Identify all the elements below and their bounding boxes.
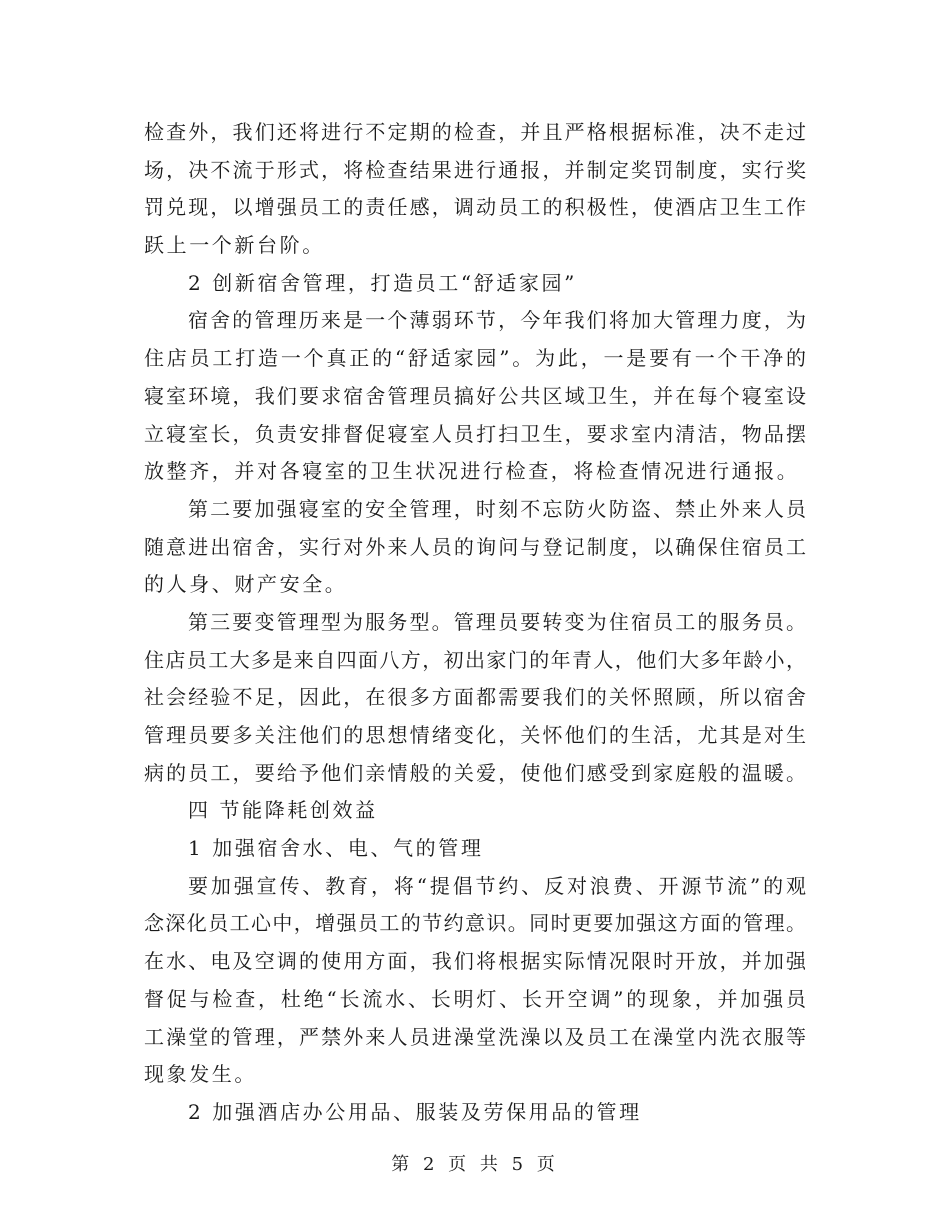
text-line: 管理员要多关注他们的思想情绪变化，关怀他们的生活，尤其是对生 bbox=[144, 723, 806, 747]
text-line: 随意进出宿舍，实行对外来人员的询问与登记制度，以确保住宿员工 bbox=[144, 534, 806, 559]
text-line: 1 加强宿舍水、电、气的管理 bbox=[188, 836, 484, 861]
text-line: 社会经验不足，因此，在很多方面都需要我们的关怀照顾，所以宿舍 bbox=[144, 685, 806, 710]
text-line: 病的员工，要给予他们亲情般的关爱，使他们感受到家庭般的温暖。 bbox=[144, 760, 806, 785]
document-body bbox=[144, 114, 806, 1132]
text-line: 放整齐，并对各寝室的卫生状况进行检查，将检查情况进行通报。 bbox=[144, 459, 800, 484]
text-line: 检查外，我们还将进行不定期的检查，并且严格根据标准，决不走过 bbox=[144, 120, 806, 144]
text-line: 2 创新宿舍管理，打造员工“舒适家园” bbox=[188, 270, 577, 295]
text-line: 罚兑现，以增强员工的责任感，调动员工的积极性，使酒店卫生工作 bbox=[144, 195, 806, 220]
text-line: 2 加强酒店办公用品、服装及劳保用品的管理 bbox=[188, 1099, 642, 1124]
text-line: 第三要变管理型为服务型。管理员要转变为住宿员工的服务员。 bbox=[188, 609, 806, 634]
text-line: 住店员工打造一个真正的“舒适家园”。为此，一是要有一个干净的 bbox=[144, 346, 806, 371]
text-line: 宿舍的管理历来是一个薄弱环节，今年我们将加大管理力度，为 bbox=[188, 308, 806, 333]
text-line: 督促与检查，杜绝“长流水、长明灯、长开空调”的现象，并加强员 bbox=[144, 986, 806, 1011]
text-line: 要加强宣传、教育，将“提倡节约、反对浪费、开源节流”的观 bbox=[188, 873, 806, 898]
page-footer: 第 2 页 共 5 页 bbox=[391, 1154, 559, 1175]
text-line: 在水、电及空调的使用方面，我们将根据实际情况限时开放，并加强 bbox=[144, 949, 806, 974]
text-line: 寝室环境，我们要求宿舍管理员搞好公共区域卫生，并在每个寝室设 bbox=[144, 383, 806, 408]
text-line: 四 节能降耗创效益 bbox=[188, 798, 378, 823]
text-line: 念深化员工心中，增强员工的节约意识。同时更要加强这方面的管理。 bbox=[144, 911, 806, 936]
text-line: 的人身、财产安全。 bbox=[144, 572, 348, 597]
text-line: 住店员工大多是来自四面八方，初出家门的年青人，他们大多年龄小， bbox=[144, 647, 806, 672]
text-line: 工澡堂的管理，严禁外来人员进澡堂洗澡以及员工在澡堂内洗衣服等 bbox=[144, 1024, 806, 1049]
text-line: 立寝室长，负责安排督促寝室人员打扫卫生，要求室内清洁，物品摆 bbox=[144, 421, 806, 446]
text-line: 第二要加强寝室的安全管理，时刻不忘防火防盗、禁止外来人员 bbox=[188, 496, 806, 521]
text-line: 跃上一个新台阶。 bbox=[144, 233, 325, 258]
text-line: 现象发生。 bbox=[144, 1062, 257, 1087]
text-line: 场，决不流于形式，将检查结果进行通报，并制定奖罚制度，实行奖 bbox=[144, 157, 806, 182]
